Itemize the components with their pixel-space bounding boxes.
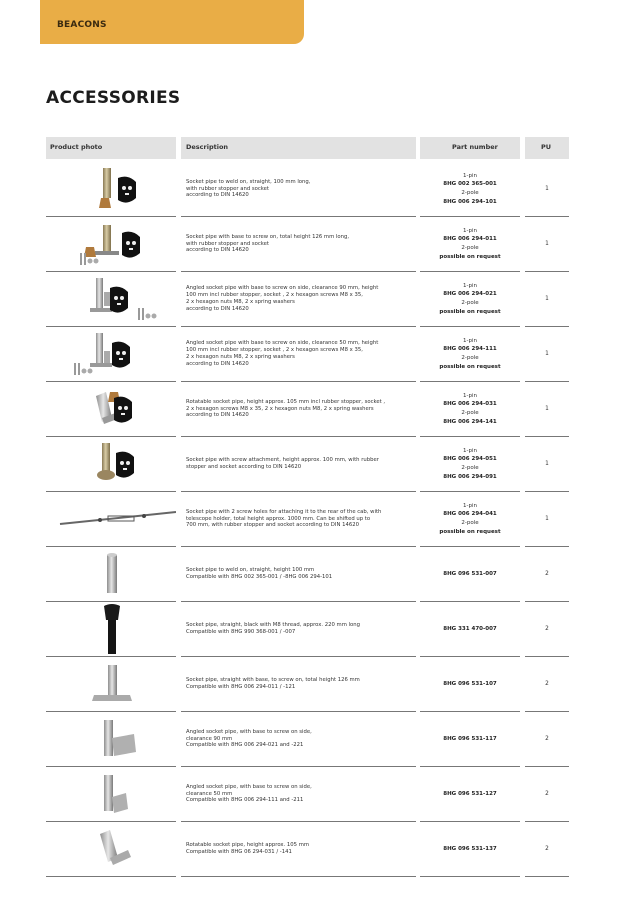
part-number-cell [420,657,520,711]
description-line: Compatible with 8HG 006 294-111 and -211 [186,797,304,804]
part-number-line: 1-pin [463,227,477,234]
part-number-line: possible on request [439,363,501,370]
part-number-line: 8HG 096 531-117 [443,735,497,742]
part-number-cell [420,437,520,491]
pu-cell: 1 [545,296,549,302]
part-number-line: possible on request [439,308,501,315]
table-row [46,272,569,327]
pu-cell: 1 [545,351,549,357]
description-line: Angled socket pipe with base to screw on side, clearance 50 mm, height [186,340,379,347]
row-divider [46,876,176,877]
row-divider [420,876,520,877]
part-number-line: 1-pin [463,282,477,289]
part-number-line: possible on request [439,253,501,260]
column-header-description: Description [181,137,416,159]
description-line: Compatible with 8HG 006 294-021 and -221 [186,742,304,749]
description-cell [186,767,416,821]
pu-cell: 2 [545,681,549,687]
product-photo [46,162,176,216]
column-header-pu: PU [525,137,569,159]
description-line: according to DIN 14620 [186,247,249,254]
product-photo [46,602,176,656]
part-number-cell [420,767,520,821]
description-line: Socket pipe to weld on, straight, height 100 mm [186,567,315,574]
product-photo [46,382,176,436]
part-number-line: 8HG 331 470-007 [443,625,497,632]
part-number-line: 8HG 096 531-007 [443,570,497,577]
description-line: Socket pipe with 2 screw holes for attaching it to the rear of the cab, with [186,508,382,515]
product-photo [46,657,176,711]
description-cell [186,162,416,216]
description-cell [186,602,416,656]
description-cell [186,492,416,546]
description-line: Rotatable socket pipe, height approx. 105 mm [186,842,310,849]
description-line: clearance 50 mm [186,790,233,797]
part-number-line: 8HG 006 294-091 [443,473,497,480]
description-line: telescope holder, total height approx. 1000 mm. Can be shifted up to [186,515,371,522]
part-number-cell [420,162,520,216]
table-row [46,217,569,272]
pu-cell: 2 [545,736,549,742]
part-number-line: 2-pole [461,245,479,251]
table-row [46,437,569,492]
row-divider [181,876,416,877]
table-row [46,327,569,382]
description-line: Angled socket pipe, with base to screw on side, [186,783,312,790]
column-header-photo: Product photo [46,137,176,159]
part-number-line: 1-pin [463,172,477,179]
part-number-line: 8HG 006 294-041 [443,511,497,518]
description-line: 2 x hexagon nuts M8, 2 x spring washers [186,354,295,360]
pu-cell: 1 [545,186,549,192]
description-line: 100 mm incl rubber stopper, socket , 2 x hexagon screws M8 x 35, [186,292,363,299]
part-number-line: 1-pin [463,392,477,399]
description-line: stopper and socket according to DIN 14620 [186,464,302,470]
pu-cell: 1 [545,516,549,522]
description-line: Socket pipe, straight with base, to screw on, total height 126 mm [186,677,360,684]
row-divider [525,876,569,877]
part-number-line: 2-pole [461,465,479,471]
part-number-cell [420,712,520,766]
part-number-line: 2-pole [461,190,479,196]
description-line: Socket pipe, straight, black with M8 thread, approx. 220 mm long [186,622,360,629]
part-number-line: 2-pole [461,300,479,306]
description-line: Compatible with 8HG 006 294-011 / -121 [186,684,296,690]
product-photo [46,547,176,601]
part-number-line: 8HG 006 294-101 [443,198,497,205]
product-photo [46,272,176,326]
description-line: Socket pipe with base to screw on, total height 126 mm long, [186,233,350,240]
description-line: according to DIN 14620 [186,412,249,419]
description-line: according to DIN 14620 [186,305,249,312]
part-number-line: 8HG 006 294-031 [443,401,497,408]
part-number-line: 2-pole [461,410,479,416]
part-number-line: 8HG 096 531-127 [443,790,497,797]
description-cell [186,437,416,491]
part-number-cell [420,547,520,601]
part-number-line: 2-pole [461,355,479,361]
product-photo [46,767,176,821]
pu-cell: 1 [545,406,549,412]
description-cell [186,382,416,436]
pu-cell: 1 [545,461,549,467]
part-number-cell [420,382,520,436]
part-number-line: 8HG 006 294-021 [443,291,497,298]
description-cell [186,272,416,326]
description-cell [186,547,416,601]
part-number-cell [420,327,520,381]
pu-cell: 2 [545,571,549,577]
column-header-part-number: Part number [420,137,520,159]
part-number-line: 8HG 096 531-137 [443,845,497,852]
section-tab [40,0,304,44]
part-number-line: 8HG 006 294-051 [443,456,497,463]
description-line: 2 x hexagon screws M8 x 35, 2 x hexagon nuts M8, 2 x spring washers [186,405,374,412]
table-row [46,492,569,547]
description-cell [186,327,416,381]
part-number-line: 8HG 006 294-011 [443,236,497,243]
part-number-line: 1-pin [463,502,477,509]
description-line: according to DIN 14620 [186,192,249,199]
description-line: Angled socket pipe, with base to screw on side, [186,728,312,735]
product-photo [46,492,176,546]
description-line: Compatible with 8HG 990 368-001 / -007 [186,629,296,635]
table-row [46,712,569,767]
description-cell [186,822,416,876]
description-line: 100 mm incl rubber stopper, socket , 2 x hexagon screws M8 x 35, [186,347,363,354]
product-photo [46,217,176,271]
part-number-cell [420,602,520,656]
description-cell [186,657,416,711]
page-title: ACCESSORIES [46,88,181,108]
part-number-line: 8HG 002 365-001 [443,181,497,188]
part-number-line: 1-pin [463,337,477,344]
part-number-line: possible on request [439,528,501,535]
description-line: Rotatable socket pipe, height approx. 105 mm incl rubber stopper, socket , [186,398,386,405]
part-number-cell [420,217,520,271]
description-line: Angled socket pipe with base to screw on side, clearance 90 mm, height [186,285,379,292]
description-line: 2 x hexagon nuts M8, 2 x spring washers [186,299,295,305]
pu-cell: 1 [545,241,549,247]
table-row [46,822,569,877]
part-number-cell [420,822,520,876]
description-line: Compatible with 8HG 06 294-031 / -141 [186,849,292,855]
section-label: BEACONS [57,20,107,30]
pu-cell: 2 [545,626,549,632]
table-row [46,382,569,437]
product-photo [46,822,176,876]
product-photo [46,712,176,766]
table-row [46,657,569,712]
table-row [46,767,569,822]
part-number-cell [420,272,520,326]
table-row [46,602,569,657]
description-line: clearance 90 mm [186,735,233,742]
description-line: 700 mm, with rubber stopper and socket according to DIN 14620 [186,522,359,529]
description-line: with rubber stopper and socket [186,240,269,247]
description-line: with rubber stopper and socket [186,185,269,192]
table-row [46,547,569,602]
description-cell [186,712,416,766]
description-line: according to DIN 14620 [186,360,249,367]
part-number-line: 8HG 006 294-111 [443,346,497,353]
description-line: Socket pipe to weld on, straight, 100 mm long, [186,178,311,185]
part-number-line: 8HG 096 531-107 [443,680,497,687]
part-number-cell [420,492,520,546]
product-photo [46,327,176,381]
part-number-line: 8HG 006 294-141 [443,418,497,425]
table-row [46,162,569,217]
description-cell [186,217,416,271]
part-number-line: 1-pin [463,447,477,454]
description-line: Socket pipe with screw attachment, height approx. 100 mm, with rubber [186,457,379,464]
pu-cell: 2 [545,846,549,852]
pu-cell: 2 [545,791,549,797]
product-photo [46,437,176,491]
part-number-line: 2-pole [461,520,479,526]
description-line: Compatible with 8HG 002 365-001 / -8HG 006 294-101 [186,574,333,580]
